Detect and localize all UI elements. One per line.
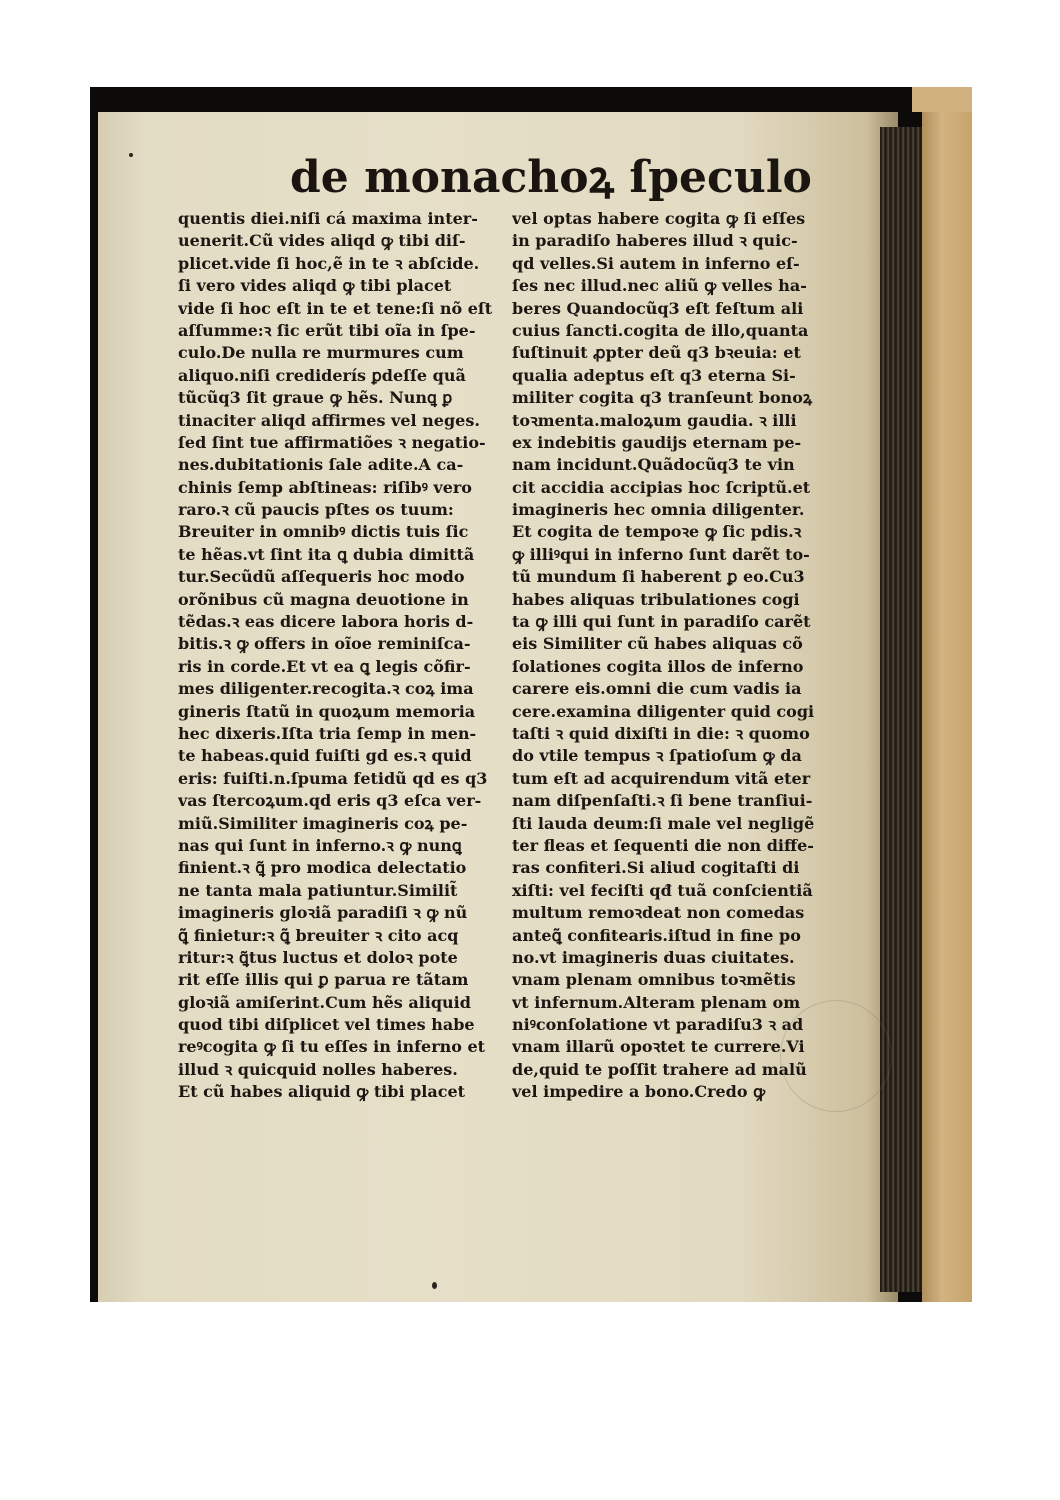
- text-line: Breuiter in omnibꝰ dictis tuis ſic: [178, 522, 469, 542]
- text-line: uenerit.Cũ vides aliqd ꝙ tibi diſ-: [178, 231, 466, 251]
- text-line: qd velles.Si autem in inferno eſ-: [512, 253, 800, 273]
- text-line: ter fleas et ſequenti die non diffe-: [512, 835, 814, 855]
- text-line: beres Quandocũq3 eſt feſtum ali: [512, 298, 804, 318]
- text-column-right: [512, 208, 832, 1104]
- text-line: qualia adeptus eſt q3 eterna Si-: [512, 365, 796, 385]
- text-line: tũ mundum ſi haberent ꝑ eo.Cu3: [512, 567, 805, 587]
- text-line: reꝰcogita ꝙ ſi tu eſſes in inferno et: [178, 1037, 486, 1057]
- text-line: raro.ꝛ cũ paucis pſtes os tuum:: [178, 500, 454, 520]
- page-edges: [880, 127, 924, 1292]
- text-line: orõnibus cũ magna deuotione in: [178, 589, 469, 609]
- text-line: ſes nec illud.nec aliũ ꝙ velles ha-: [512, 276, 807, 296]
- text-line: vas ſtercoꝝum.qd eris q3 eſca ver-: [178, 791, 482, 811]
- running-header: de monachoꝝ ſpeculo: [290, 152, 812, 203]
- text-line: aliquo.niſi crediderís ꝑdeſſe quã: [178, 365, 466, 385]
- text-line: ras confiteri.Si aliud cogitaſti di: [512, 858, 800, 878]
- text-line: carere eis.omni die cum vadis ia: [512, 679, 802, 699]
- text-line: bitis.ꝛ ꝙ offers in oĩoe reminiſca-: [178, 634, 471, 654]
- text-line: tũcũq3 ſit graue ꝙ hẽs. Nunꝗ ꝑ: [178, 388, 453, 408]
- text-line: multum remoꝛdeat non comedas: [512, 903, 805, 923]
- text-line: cere.examina diligenter quid cogi: [512, 701, 815, 721]
- text-line: imagineris hec omnia diligenter.: [512, 500, 805, 520]
- text-line: de,quid te poſſit trahere ad malũ: [512, 1059, 807, 1079]
- text-line: cuius ſancti.cogita de illo,quanta: [512, 320, 809, 340]
- text-line: rit eſſe illis qui ꝑ parua re tãtam: [178, 970, 469, 990]
- text-line: ſi vero vides aliqd ꝙ tibi placet: [178, 276, 452, 296]
- text-line: gloꝛiã amiſerint.Cum hẽs aliquid: [178, 992, 471, 1012]
- text-line: gineris ſtatũ in quoꝝum memoria: [178, 701, 476, 721]
- text-line: Et cũ habes aliquid ꝙ tibi placet: [178, 1082, 466, 1102]
- text-line: tinaciter aliqd affirmes vel neges.: [178, 410, 480, 430]
- text-line: finient.ꝛ ꝗ̃ pro modica delectatio: [178, 858, 467, 878]
- text-line: militer cogita q3 tranſeunt bonoꝝ: [512, 388, 813, 408]
- text-line: in paradiſo haberes illud ꝛ quic-: [512, 231, 798, 251]
- text-line: vnam plenam omnibus toꝛmẽtis: [512, 970, 796, 990]
- text-line: vel optas habere cogita ꝙ ſi eſſes: [512, 209, 806, 228]
- text-line: do vtile tempus ꝛ ſpatioſum ꝙ da: [512, 746, 802, 766]
- text-line: nam diſpenſaſti.ꝛ ſi bene tranſiui-: [512, 791, 813, 811]
- ink-dot: [129, 153, 133, 157]
- text-line: chinis ſemp abſtineas: riſibꝰ vero: [178, 477, 472, 497]
- text-line: culo.De nulla re murmures cum: [178, 343, 464, 363]
- text-line: niꝰconſolatione vt paradiſu3 ꝛ ad: [512, 1015, 804, 1035]
- text-line: ꝗ̃ finietur:ꝛ ꝗ̃ breuiter ꝛ cito acq: [178, 925, 459, 945]
- book-cover-top: [912, 87, 972, 112]
- text-line: te hẽas.vt ſint ita ꝗ dubia dimittã: [178, 544, 475, 564]
- text-line: plicet.vide ſi hoc,ẽ in te ꝛ abſcide.: [178, 253, 480, 273]
- text-line: tum eſt ad acquirendum vitã eter: [512, 768, 811, 788]
- text-line: anteꝗ̃ confitearis.iſtud in fine po: [512, 925, 801, 945]
- text-line: toꝛmenta.maloꝝum gaudia. ꝛ illi: [512, 410, 797, 430]
- text-line: ta ꝙ illi qui ſunt in paradiſo carẽt: [512, 612, 811, 632]
- text-line: cit accidia accipias hoc ſcriptũ.et: [512, 477, 811, 497]
- ink-mark: [432, 1282, 437, 1289]
- text-line: ſti lauda deum:ſi male vel negligẽ: [512, 813, 815, 833]
- text-line: habes aliquas tribulationes cogi: [512, 589, 800, 609]
- text-line: illud ꝛ quicquid nolles haberes.: [178, 1059, 458, 1079]
- text-line: vnam illarũ opoꝛtet te currere.Vi: [512, 1037, 805, 1057]
- text-line: xiſti: vel feciſti qđ tuã conſcientiã: [512, 880, 813, 900]
- text-line: ſolationes cogita illos de inferno: [512, 656, 804, 676]
- book-cover-side: [922, 112, 972, 1302]
- text-line: quod tibi diſplicet vel times habe: [178, 1015, 475, 1035]
- text-line: no.vt imagineris duas ciuitates.: [512, 947, 795, 967]
- text-line: mes diligenter.recogita.ꝛ coꝝ ima: [178, 679, 474, 699]
- text-line: ſed ſint tue affirmatiões ꝛ negatio-: [178, 432, 486, 452]
- text-line: imagineris gloꝛiã paradiſi ꝛ ꝙ nũ: [178, 903, 468, 923]
- text-line: Et cogita de tempoꝛe ꝙ ſic pdis.ꝛ: [512, 522, 802, 542]
- text-line: ritur:ꝛ ꝗ̃tus luctus et doloꝛ pote: [178, 947, 458, 967]
- text-line: ne tanta mala patiuntur.Similit̃: [178, 880, 458, 900]
- text-line: taſti ꝛ quid dixiſti in die: ꝛ quomo: [512, 723, 810, 743]
- library-stamp: [780, 1000, 892, 1112]
- text-line: vt infernum.Alteram plenam om: [512, 992, 801, 1012]
- text-line: nam incidunt.Quãdocũq3 te vin: [512, 455, 795, 475]
- text-line: aſſumme:ꝛ ſic erũt tibi oĩa in ſpe-: [178, 320, 476, 340]
- text-line: nes.dubitationis ſale adite.A ca-: [178, 455, 464, 475]
- text-line: vide ſi hoc eſt in te et tene:ſi nõ eſt: [178, 298, 493, 318]
- text-line: tur.Secũdũ aſſequeris hoc modo: [178, 567, 465, 587]
- text-line: ex indebitis gaudijs eternam pe-: [512, 432, 802, 452]
- text-line: ris in corde.Et vt ea ꝗ legis cõfir-: [178, 656, 471, 676]
- text-line: te habeas.quid fuiſti gd es.ꝛ quid: [178, 746, 472, 766]
- text-line: hec dixeris.Iſta tria ſemp in men-: [178, 723, 477, 743]
- text-line: vel impedire a bono.Credo ꝙ: [512, 1082, 766, 1102]
- text-line: nas qui ſunt in inferno.ꝛ ꝙ nunꝗ: [178, 835, 462, 855]
- text-line: eris: fuiſti.n.ſpuma fetidũ qd es q3: [178, 768, 488, 788]
- text-column-left: [178, 208, 498, 1104]
- text-line: quentis diei.niſi cá maxima inter-: [178, 209, 478, 228]
- text-line: ſuſtinuit ꝓpter deũ q3 bꝛeuia: et: [512, 343, 801, 363]
- text-line: ꝙ illiꝰqui in inferno ſunt darẽt to-: [512, 544, 810, 564]
- text-line: eis Similiter cũ habes aliquas cõ: [512, 634, 803, 654]
- text-line: miũ.Similiter imagineris coꝝ pe-: [178, 813, 468, 833]
- text-line: tẽdas.ꝛ eas dicere labora horis d-: [178, 612, 474, 632]
